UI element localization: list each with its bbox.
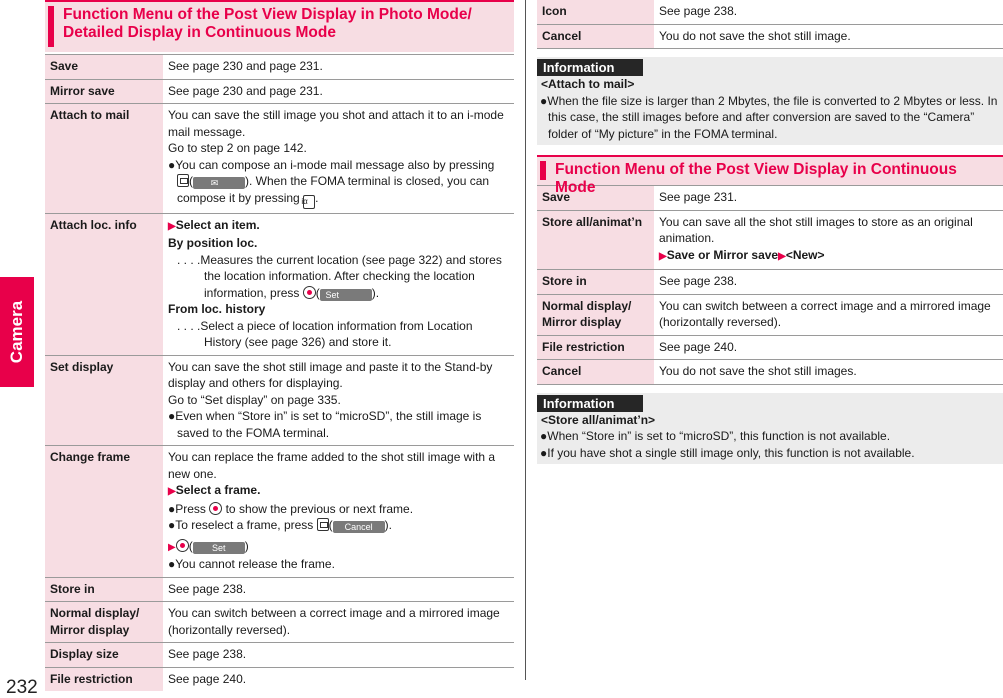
row-key: Set display <box>45 355 163 446</box>
set-softkey-icon: Set <box>193 542 245 554</box>
row-key: Normal display/ Mirror display <box>537 294 654 335</box>
table-row <box>537 360 1003 385</box>
chapter-label: Camera <box>7 300 26 364</box>
step-text <box>168 217 509 236</box>
table-row <box>537 0 1003 24</box>
table-row <box>45 602 514 643</box>
row-text: <New> <box>785 247 825 262</box>
enter-key-icon <box>303 286 316 299</box>
row-value <box>163 446 514 578</box>
bullet-text: ●To reselect a frame, press ( Cancel ). <box>168 518 392 532</box>
i-appli-key-icon: iα <box>303 195 315 209</box>
table-row <box>45 79 514 104</box>
information-tag: Information <box>537 59 643 76</box>
row-text: Go to “Set display” on page 335. <box>168 392 341 407</box>
row-value: You can switch between a correct image and a mirrored image (horizontally reversed). <box>654 294 1003 335</box>
option-desc: . . . .Measures the current location (see page 322) and stores the location information. After checking the location information, press ( Set ). <box>177 252 502 300</box>
table-row <box>45 643 514 668</box>
row-key: Attach to mail <box>45 104 163 214</box>
row-value: See page 238. <box>654 270 1003 295</box>
info-bullet: ●If you have shot a single still image only, this function is not available. <box>540 445 915 460</box>
step-text: ▶ ( Set ) <box>168 538 249 553</box>
information-box <box>537 57 1003 145</box>
table-row <box>537 186 1003 211</box>
row-text: You can save all the shot still images to store as an original animation. <box>659 214 973 245</box>
option-label: By position loc. <box>168 236 258 250</box>
row-text: ●To reselect a frame, press <box>168 518 317 532</box>
row-text: ) <box>244 538 249 553</box>
info-bullet: ●When the file size is larger than 2 Mbytes, the file is converted to 2 Mbytes or less. In this case, the still images before and after conversion are saved to the “Camera” folder of “My picture” in the FOMA terminal. <box>540 93 998 141</box>
option-desc: . . . .Select a piece of location information from Location History (see page 326) and store it. <box>177 318 473 349</box>
row-text: ). <box>371 285 380 300</box>
row-value: See page 230 and page 231. <box>163 79 514 104</box>
step-arrow-icon: ▶ <box>778 250 786 262</box>
table-row <box>537 24 1003 49</box>
mail-softkey-icon: ✉ <box>193 177 245 189</box>
row-value: You do not save the shot still images. <box>654 360 1003 385</box>
row-text: . . . .Measures the current location (see page 322) and stores the location information. After checking the location information, press <box>177 252 502 300</box>
row-text: ●Press <box>168 501 210 516</box>
row-key: Cancel <box>537 360 654 385</box>
row-text: You can save the shot still image and paste it to the Stand-by display and others for displaying. <box>168 359 493 390</box>
row-text: Select an item. <box>175 217 260 232</box>
step-arrow-icon: ▶ <box>659 250 667 262</box>
row-key: Store in <box>45 577 163 602</box>
row-text: Go to step 2 on page 142. <box>168 141 307 155</box>
cancel-softkey-icon: Cancel <box>333 521 385 533</box>
row-key: Cancel <box>537 24 654 49</box>
row-value: See page 240. <box>168 671 247 686</box>
section-title-continuous-mode: Function Menu of the Post View Display in Continuous Mode <box>537 155 1003 185</box>
row-value: See page 230 and page 231. <box>163 55 514 80</box>
row-text: You can save the still image you shot and attach it to an i-mode mail message. <box>168 108 504 139</box>
row-key: Save <box>537 186 654 211</box>
set-softkey-icon: Set <box>320 289 372 301</box>
information-tag: Information <box>537 395 643 412</box>
step-arrow-icon: ▶ <box>168 486 176 497</box>
table-row <box>537 210 1003 270</box>
function-table-top <box>537 0 1003 49</box>
table-row <box>45 446 514 578</box>
table-row <box>45 667 514 691</box>
bullet-text <box>168 501 509 518</box>
row-text: . <box>315 190 319 205</box>
table-row <box>45 55 514 80</box>
table-row <box>537 294 1003 335</box>
row-value <box>654 210 1003 270</box>
table-row <box>45 577 514 602</box>
row-value: See page 238. <box>163 643 514 668</box>
mail-key-icon <box>317 518 329 531</box>
option-label: From loc. history <box>168 302 266 316</box>
row-value: See page 240. <box>654 335 1003 360</box>
row-key: Store in <box>537 270 654 295</box>
table-row <box>537 335 1003 360</box>
function-table-photo-mode <box>45 54 514 691</box>
info-heading: <Attach to mail> <box>541 77 635 91</box>
row-key: Display size <box>45 643 163 668</box>
row-value: See page 231. <box>654 186 1003 211</box>
row-key: Icon <box>537 0 654 24</box>
row-value <box>163 355 514 446</box>
row-text: Save or Mirror save <box>666 247 779 262</box>
row-key: Attach loc. info <box>45 213 163 355</box>
row-key: File restriction <box>537 335 654 360</box>
info-bullet: ●When “Store in” is set to “microSD”, this function is not available. <box>540 429 891 443</box>
step-arrow-icon: ▶ <box>168 220 176 232</box>
step-arrow-icon: ▶ <box>168 541 176 553</box>
row-key: Mirror save <box>45 79 163 104</box>
row-text: You can replace the frame added to the shot still image with a new one. <box>168 450 496 481</box>
row-value <box>163 104 514 214</box>
function-table-continuous-mode <box>537 185 1003 385</box>
step-text <box>659 247 998 266</box>
info-heading: <Store all/animat’n> <box>541 412 656 427</box>
right-column <box>537 0 1003 464</box>
step-text <box>168 482 509 501</box>
row-value: See page 238. <box>654 0 1003 24</box>
table-row <box>45 213 514 355</box>
row-text: ). <box>384 518 392 532</box>
enter-key-icon <box>176 539 189 552</box>
row-text: ). When the FOMA terminal is closed, you can compose it by pressing <box>177 174 490 205</box>
mail-key-icon <box>177 174 189 187</box>
bullet-text: ●You cannot release the frame. <box>168 557 335 571</box>
information-box <box>537 393 1003 465</box>
bullet-text: ●Even when “Store in” is set to “microSD”, the still image is saved to the FOMA terminal. <box>168 409 482 440</box>
row-key: Change frame <box>45 446 163 578</box>
row-key: Store all/animat’n <box>537 210 654 270</box>
table-row <box>537 270 1003 295</box>
table-row <box>45 355 514 446</box>
row-value: You can switch between a correct image and a mirrored image (horizontally reversed). <box>163 602 514 643</box>
row-text: to show the previous or next frame. <box>222 501 414 516</box>
row-value: You do not save the shot still image. <box>654 24 1003 49</box>
row-key: Save <box>45 55 163 80</box>
chapter-side-tab <box>0 277 34 387</box>
row-text: ●You can compose an i-mode mail message also by pressing <box>168 157 495 172</box>
row-key: Normal display/ Mirror display <box>45 602 163 643</box>
left-column <box>45 0 514 691</box>
column-divider <box>525 0 526 680</box>
bullet-text: ●You can compose an i-mode mail message also by pressing ( ✉ ). When the FOMA terminal is closed, you can compose it by pressing iα . <box>168 157 509 209</box>
row-key: File restriction <box>45 667 163 691</box>
page-number: 232 <box>6 677 38 698</box>
section-title-photo-mode: Function Menu of the Post View Display in Photo Mode/ Detailed Display in Continuous Mode <box>45 0 514 52</box>
row-value <box>163 213 514 355</box>
row-text: Select a frame. <box>175 483 261 497</box>
navigation-key-icon <box>209 502 222 515</box>
table-row <box>45 104 514 214</box>
row-value: See page 238. <box>163 577 514 602</box>
